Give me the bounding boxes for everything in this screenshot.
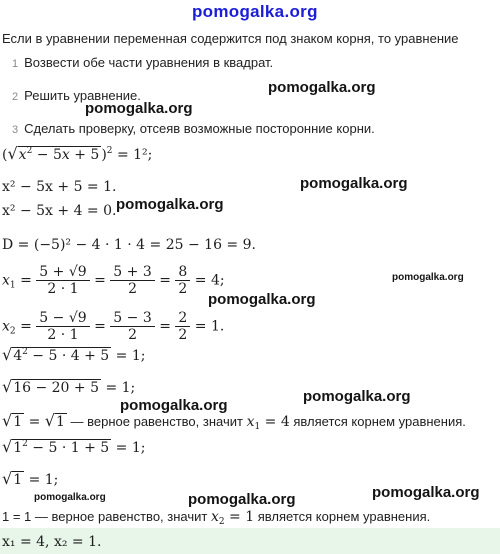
- watermark: pomogalka.org: [268, 79, 376, 96]
- watermark: pomogalka.org: [392, 272, 464, 283]
- step-1: [12, 55, 273, 70]
- equation-text: — верное равенство, значит: [66, 414, 247, 429]
- watermark: pomogalka.org: [208, 291, 316, 308]
- watermark: pomogalka.org: [372, 484, 480, 501]
- watermark: pomogalka.org: [300, 175, 408, 192]
- equation-line-5: $x_1$ = $\frac{5 + √9}{2 \cdot 1}$ = $\frac{5 + 3}{2}$ = $\frac{8}{2}$ = 4;: [2, 264, 225, 297]
- step-number: 1: [12, 58, 19, 70]
- equation-line-7: $√4^2 - 5 \cdot 4 + 5 = 1$;: [2, 345, 146, 364]
- watermark: pomogalka.org: [188, 491, 296, 508]
- equation-text: является корнем уравнения.: [289, 414, 466, 429]
- equation-text: = 1;: [28, 472, 59, 488]
- equation-text: = 4;: [194, 272, 225, 289]
- watermark: pomogalka.org: [303, 388, 411, 405]
- step-number: 2: [12, 91, 19, 103]
- equation-line-10: $√1^2 - 5 \cdot 1 + 5 = 1$;: [2, 437, 146, 456]
- equation-line-4: D = (−5)² − 4 · 1 · 4 = 25 − 16 = 9.: [2, 237, 256, 253]
- watermark: pomogalka.org: [120, 397, 228, 414]
- equation-line-3: x² − 5x + 4 = 0.: [2, 203, 117, 219]
- watermark: pomogalka.org: [34, 492, 106, 503]
- equation-line-1: ($√x^2 - 5x + 5$ )$^2$ = 1²;: [2, 144, 153, 163]
- step-number: 3: [12, 124, 19, 136]
- equation-line-8: √16 − 20 + 5 = 1;: [2, 377, 136, 396]
- step-3: [12, 121, 375, 136]
- equation-text: = 1²;: [116, 147, 153, 163]
- equation-text: является корнем уравнения.: [254, 509, 431, 524]
- watermark: pomogalka.org: [85, 100, 193, 117]
- equation-line-12: 1 = 1 — верное равенство, значит $x_2 = 1$ является корнем уравнения.: [2, 509, 431, 527]
- step-text: Возвести обе части уравнения в квадрат.: [24, 55, 274, 70]
- equation-line-6: $x_2$ = $\frac{5 - √9}{2 \cdot 1}$ = $\frac{5 - 3}{2}$ = $\frac{2}{2}$ = 1.: [2, 310, 225, 343]
- equation-text: = 1.: [194, 318, 225, 335]
- intro-text: Если в уравнении переменная содержится под знаком корня, то уравнение: [2, 31, 459, 46]
- answer-line: x₁ = 4, x₂ = 1.: [2, 534, 102, 550]
- equation-text: = 1;: [115, 348, 146, 364]
- equation-text: = 1;: [105, 380, 136, 396]
- watermark-top: pomogalka.org: [192, 2, 318, 21]
- step-text: Решить уравнение.: [24, 88, 141, 103]
- step-text: Сделать проверку, отсеяв возможные посторонние корни.: [24, 121, 375, 136]
- watermark: pomogalka.org: [116, 196, 224, 213]
- equation-text: 1 = 1 — верное равенство, значит: [2, 509, 211, 524]
- equation-text: = 1;: [115, 440, 146, 456]
- equation-line-11: √1 = 1;: [2, 469, 59, 488]
- equation-line-2: x² − 5x + 5 = 1.: [2, 179, 117, 195]
- equation-line-9: √1 = √1 — верное равенство, значит $x_1 = 4$ является корнем уравнения.: [2, 411, 466, 432]
